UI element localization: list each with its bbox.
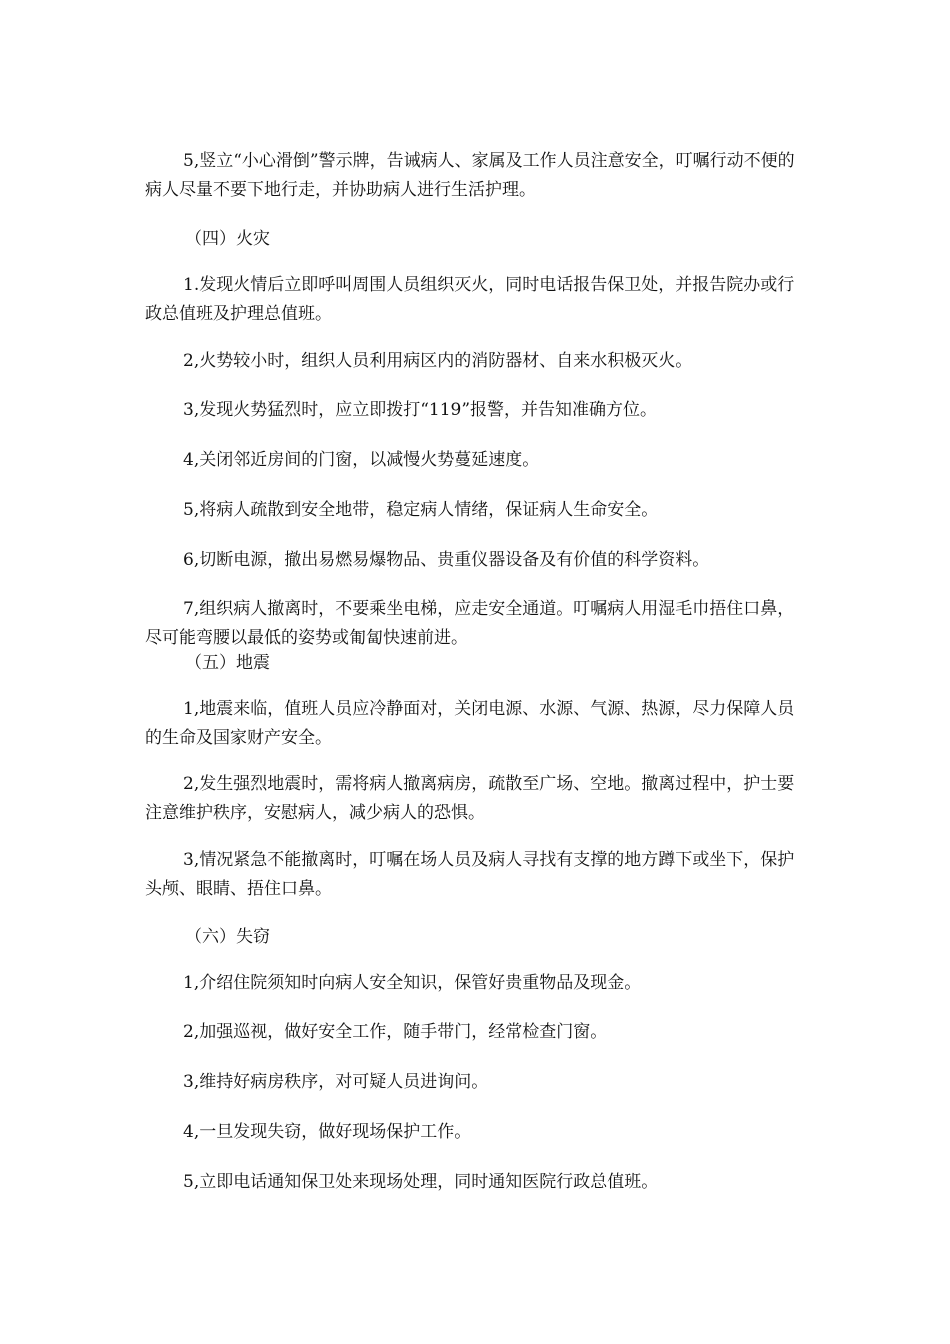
paragraph-earthquake-3: 3,情况紧急不能撤离时，叮嘱在场人员及病人寻找有支撑的地方蹲下或坐下，保护头颅、眼睛、捂住口鼻。 — [145, 850, 795, 899]
paragraph-fire-6: 6,切断电源，撤出易燃易爆物品、贵重仪器设备及有价值的科学资料。 — [183, 550, 710, 570]
paragraph-theft-1: 1,介绍住院须知时向病人安全知识，保管好贵重物品及现金。 — [183, 973, 642, 993]
paragraph-theft-5: 5,立即电话通知保卫处来现场处理，同时通知医院行政总值班。 — [183, 1172, 659, 1192]
paragraph-fire-5: 5,将病人疏散到安全地带，稳定病人情绪，保证病人生命安全。 — [183, 500, 659, 520]
paragraph-fire-2: 2,火势较小时，组织人员利用病区内的消防器材、自来水积极灭火。 — [183, 351, 693, 371]
paragraph-fire-1: 1.发现火情后立即呼叫周围人员组织灭火，同时电话报告保卫处，并报告院办或行政总值班及护理总值班。 — [145, 275, 795, 324]
paragraph-theft-2: 2,加强巡视，做好安全工作，随手带门，经常检查门窗。 — [183, 1022, 608, 1042]
paragraph-slip-warning: 5,竖立“小心滑倒”警示牌，告诫病人、家属及工作人员注意安全，叮嘱行动不便的病人尽量不要下地行走，并协助病人进行生活护理。 — [145, 151, 795, 200]
paragraph-earthquake-1: 1,地震来临，值班人员应冷静面对，关闭电源、水源、气源、热源，尽力保障人员的生命及国家财产安全。 — [145, 699, 795, 748]
paragraph-earthquake-2: 2,发生强烈地震时，需将病人撤离病房，疏散至广场、空地。撤离过程中，护士要注意维护秩序，安慰病人，减少病人的恐惧。 — [145, 774, 795, 823]
section-heading-earthquake: （五）地震 — [185, 653, 270, 673]
section-heading-theft: （六）失窃 — [185, 927, 270, 947]
paragraph-theft-4: 4,一旦发现失窃，做好现场保护工作。 — [183, 1122, 472, 1142]
paragraph-fire-3: 3,发现火势猛烈时，应立即拨打“119”报警，并告知准确方位。 — [183, 400, 658, 420]
section-heading-fire: （四）火灾 — [185, 229, 270, 249]
paragraph-fire-7: 7,组织病人撤离时，不要乘坐电梯，应走安全通道。叮嘱病人用湿毛巾捂住口鼻，尽可能弯腰以最低的姿势或匍匐快速前进。 — [145, 599, 795, 648]
paragraph-theft-3: 3,维持好病房秩序，对可疑人员进询问。 — [183, 1072, 489, 1092]
paragraph-fire-4: 4,关闭邻近房间的门窗，以减慢火势蔓延速度。 — [183, 450, 540, 470]
